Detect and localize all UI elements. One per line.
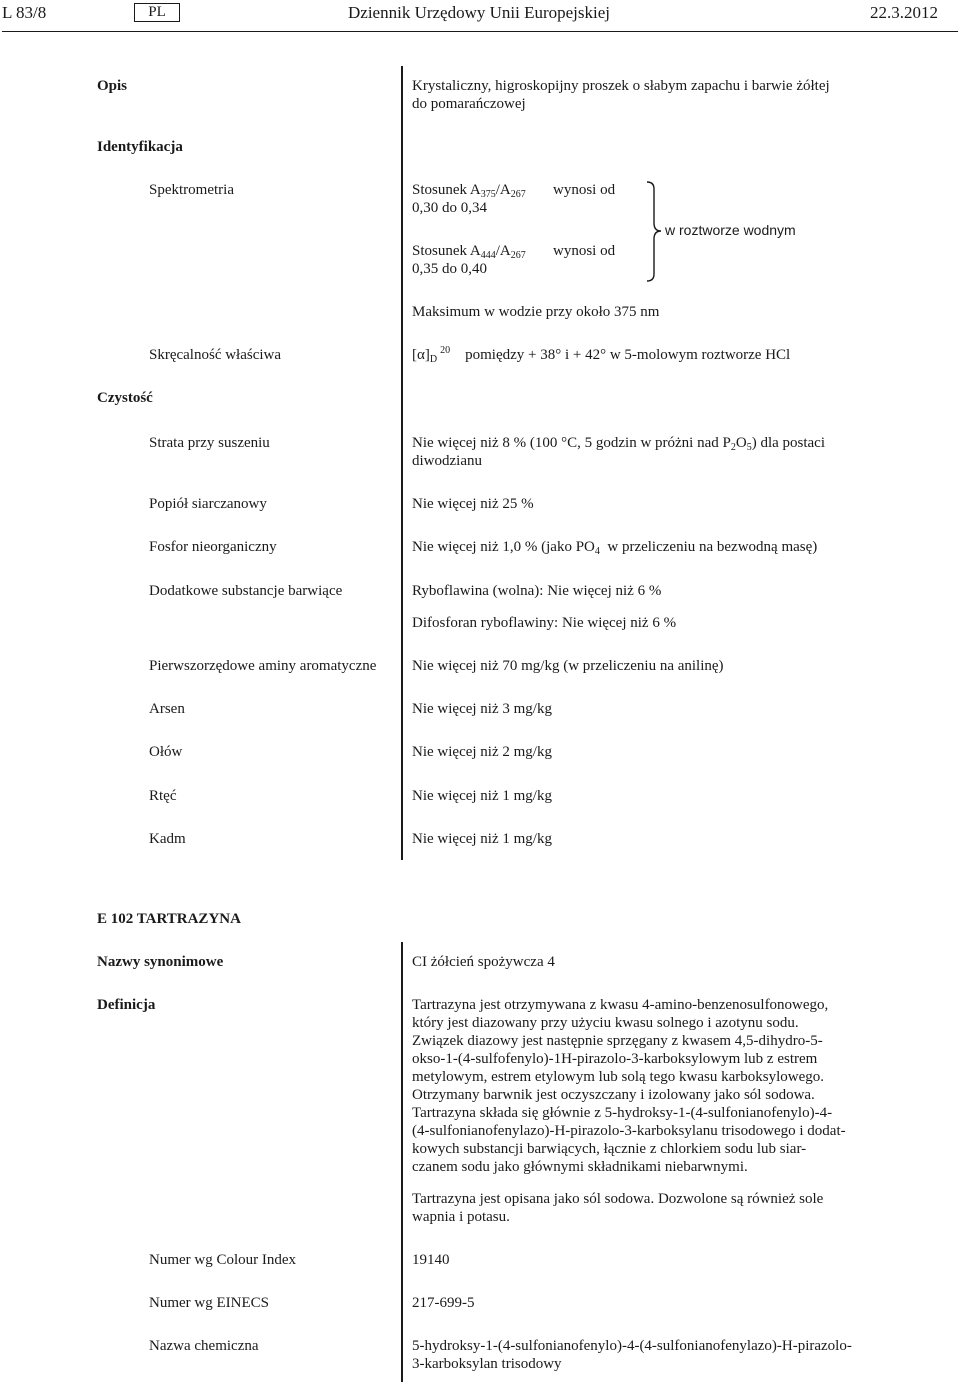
definicja-line: kowych substancji barwiących, łącznie z chlorkiem sodu lub siar- [412, 1141, 807, 1157]
rtec-value: Nie więcej niż 1 mg/kg [412, 788, 552, 804]
dodatkowe-value2: Difosforan ryboflawiny: Nie więcej niż 6 % [412, 615, 677, 631]
czystosc-label: Czystość [97, 390, 153, 406]
header-divider [2, 31, 958, 32]
definicja-line: Tartrazyna składa się głównie z 5-hydroksy-1-(4-sulfonianofenylo)-4- [412, 1105, 833, 1121]
solution-note: w roztworze wodnym [665, 222, 796, 238]
opis-label: Opis [97, 78, 128, 94]
definicja-line: Związek diazowy jest następnie sprzęgany z kwasem 4,5-dihydro-5- [412, 1033, 823, 1049]
ratio2-pre: Stosunek A [412, 243, 481, 259]
definicja-line: czanem sodu jako głównymi składnikami niebarwnymi. [412, 1159, 748, 1175]
ratio1-sub2: 267 [510, 189, 526, 200]
publication-date: 22.3.2012 [870, 3, 938, 22]
ratio2-mid: /A [495, 243, 511, 259]
ratio1-sub1: 375 [480, 189, 496, 200]
definicja-line: metylowym, estrem etylowym lub solą tego kwasu karboksylowego. [412, 1069, 825, 1085]
strata-mid: O [735, 435, 747, 451]
dodatkowe-label: Dodatkowe substancje barwiące [149, 583, 343, 599]
kadm-value: Nie więcej niż 1 mg/kg [412, 831, 552, 847]
definicja-line: (4-sulfonianofenylazo)-H-pirazolo-3-karboksylanu trisodowego i dodat- [412, 1123, 846, 1139]
skrecalnosc-label: Skręcalność właściwa [149, 347, 282, 363]
fosfor-value [412, 538, 817, 556]
einecs-label: Numer wg EINECS [149, 1295, 269, 1311]
strata-post: ) dla postaci [751, 435, 826, 451]
identyfikacja-label: Identyfikacja [97, 139, 183, 155]
kadm-label: Kadm [149, 831, 186, 847]
nazwy-label: Nazwy synonimowe [97, 954, 224, 970]
skrecalnosc-value [412, 346, 790, 364]
dodatkowe-value1: Ryboflawina (wolna): Nie więcej niż 6 % [412, 583, 662, 599]
opis-value-line1: Krystaliczny, higroskopijny proszek o słabym zapachu i barwie żółtej [412, 78, 830, 94]
aminy-label: Pierwszorzędowe aminy aromatyczne [149, 658, 377, 674]
olow-value: Nie więcej niż 2 mg/kg [412, 744, 552, 760]
chem-value-line2: 3-karboksylan trisodowy [412, 1356, 562, 1372]
alpha-sup: 20 [440, 345, 451, 356]
strata-label: Strata przy suszeniu [149, 435, 270, 451]
curly-brace-icon [645, 181, 665, 282]
arsen-value: Nie więcej niż 3 mg/kg [412, 701, 552, 717]
definicja2-line: Tartrazyna jest opisana jako sól sodowa. Dozwolone są również sole [412, 1191, 824, 1207]
chem-label: Nazwa chemiczna [149, 1338, 259, 1354]
strata-sub1: 2 [730, 442, 736, 453]
section-title: E 102 TARTRAZYNA [97, 911, 241, 927]
strata-sub2: 5 [746, 442, 752, 453]
ratio2-range: 0,35 do 0,40 [412, 261, 487, 277]
page-reference: L 83/8 [2, 3, 47, 22]
column-divider [401, 66, 403, 860]
fosfor-label: Fosfor nieorganiczny [149, 539, 277, 555]
ratio2-sub1: 444 [480, 250, 496, 261]
ratio1-pre: Stosunek A [412, 182, 481, 198]
olow-label: Ołów [149, 744, 183, 760]
fosfor-pre: Nie więcej niż 1,0 % (jako PO [412, 539, 595, 555]
definicja-label: Definicja [97, 997, 156, 1013]
strata-pre: Nie więcej niż 8 % (100 °C, 5 godzin w próżni nad P [412, 435, 731, 451]
language-badge: PL [134, 3, 180, 22]
journal-title: Dziennik Urzędowy Unii Europejskiej [348, 3, 611, 22]
definicja2-line: wapnia i potasu. [412, 1209, 510, 1225]
opis-value-line2: do pomarańczowej [412, 96, 526, 112]
rtec-label: Rtęć [149, 788, 177, 804]
spektrometria-label: Spektrometria [149, 182, 234, 198]
column-divider-2 [401, 942, 403, 1382]
maksimum-value: Maksimum w wodzie przy około 375 nm [412, 304, 660, 320]
definicja-line: okso-1-(4-sulfofenylo)-1H-pirazolo-3-karboksylowym lub z estrem [412, 1051, 818, 1067]
strata-value-line2: diwodzianu [412, 453, 482, 469]
einecs-value: 217-699-5 [412, 1295, 475, 1311]
alpha-sub: D [429, 354, 438, 365]
ratio1-post: wynosi od [553, 182, 616, 198]
arsen-label: Arsen [149, 701, 185, 717]
popiol-label: Popiół siarczanowy [149, 496, 267, 512]
fosfor-sub: 4 [594, 546, 600, 557]
alpha-pre: [α] [412, 347, 430, 363]
ratio2-sub2: 267 [510, 250, 526, 261]
ratio1-mid: /A [495, 182, 511, 198]
fosfor-post: w przeliczeniu na bezwodną masę) [607, 539, 818, 555]
definicja-line: Otrzymany barwnik jest oczyszczany i izolowany jako sól sodowa. [412, 1087, 815, 1103]
ratio1-range: 0,30 do 0,34 [412, 200, 487, 216]
alpha-post: pomiędzy + 38° i + 42° w 5-molowym roztworze HCl [465, 347, 791, 363]
colour-index-value: 19140 [412, 1252, 450, 1268]
strata-value-line1 [412, 434, 825, 452]
nazwy-value: CI żółcień spożywcza 4 [412, 954, 555, 970]
ratio2-post: wynosi od [553, 243, 616, 259]
popiol-value: Nie więcej niż 25 % [412, 496, 534, 512]
ratio1-line [412, 181, 526, 199]
aminy-value: Nie więcej niż 70 mg/kg (w przeliczeniu na anilinę) [412, 658, 724, 674]
colour-index-label: Numer wg Colour Index [149, 1252, 297, 1268]
definicja-line: który jest diazowany przy użyciu kwasu solnego i azotynu sodu. [412, 1015, 799, 1031]
ratio2-line [412, 242, 526, 260]
chem-value-line1: 5-hydroksy-1-(4-sulfonianofenylo)-4-(4-sulfonianofenylazo)-H-pirazolo- [412, 1338, 852, 1354]
definicja-line: Tartrazyna jest otrzymywana z kwasu 4-amino-benzenosulfonowego, [412, 997, 829, 1013]
